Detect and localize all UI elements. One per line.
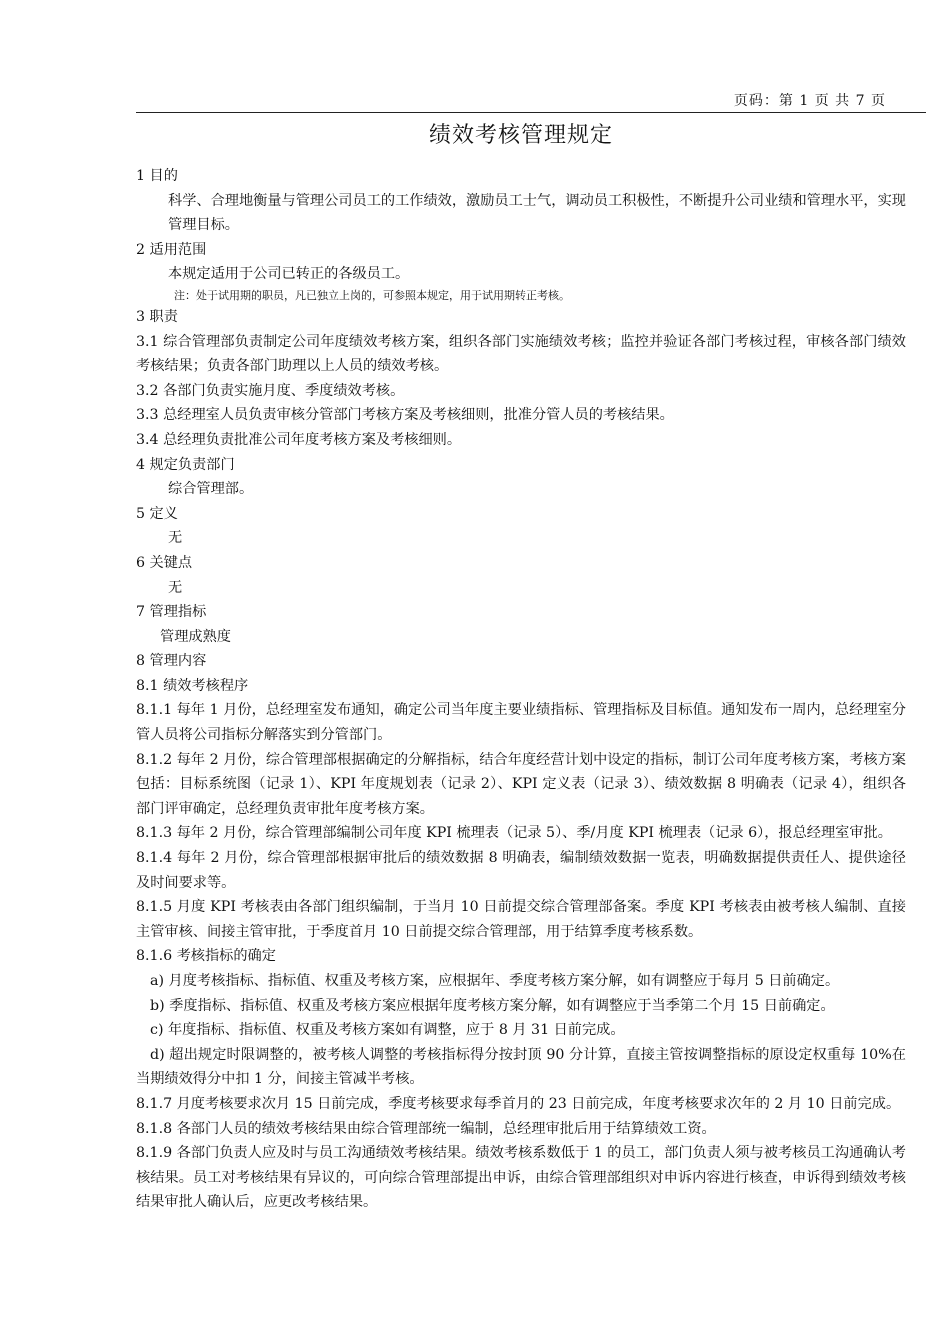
page-number: 页码：第 1 页 共 7 页: [733, 93, 886, 109]
paragraph-8-1-9: 8.1.9 各部门负责人应及时与员工沟通绩效考核结果。绩效考核系数低于 1 的员工，部门负责人须与被考核员工沟通确认考核结果。员工对考核结果有异议的，可向综合管理部提出申诉，由综合管理部组织对申诉内容进行核查，申诉得到绩效考核结果审批人确认后，应更改考核结果。: [136, 1145, 906, 1211]
paragraph-8-1-5: 8.1.5 月度 KPI 考核表由各部门组织编制，于当月 10 日前提交综合管理部备案。季度 KPI 考核表由被考核人编制、直接主管审核、间接主管审批，于季度首月 10 日前提交综合管理部，用于结算季度考核系数。: [136, 899, 906, 940]
section-heading-indicators: 7 管理指标: [136, 604, 207, 621]
paragraph-scope: 本规定适用于公司已转正的各级员工。: [168, 266, 410, 283]
page-header: [136, 90, 926, 113]
paragraph-3-3: 3.3 总经理室人员负责审核分管部门考核方案及考核细则，批准分管人员的考核结果。: [136, 407, 674, 424]
list-item-b: b) 季度指标、指标值、权重及考核方案应根据年度考核方案分解，如有调整应于当季第二个月 15 日前确定。: [150, 997, 835, 1014]
paragraph-key-points: 无: [168, 579, 183, 596]
document-body: [136, 164, 906, 1215]
paragraph-8-1-6: 8.1.6 考核指标的确定: [136, 948, 276, 965]
paragraph-8-1-3: 8.1.3 每年 2 月份，综合管理部编制公司年度 KPI 梳理表（记录 5）、季/月度 KPI 梳理表（记录 6），报总经理室审批。: [136, 825, 892, 842]
paragraph-8-1-2: 8.1.2 每年 2 月份，综合管理部根据确定的分解指标，结合年度经营计划中设定的指标，制订公司年度考核方案，考核方案包括：目标系统图（记录 1）、KPI 年度规划表（记录 2）、KPI 定义表（记录 3）、绩效数据 8 明确表（记录 4），组织各部门评审确定，总经理负责审批年度考核方案。: [136, 751, 906, 817]
paragraph-8-1-4: 8.1.4 每年 2 月份，综合管理部根据审批后的绩效数据 8 明确表，编制绩效数据一览表，明确数据提供责任人、提供途径及时间要求等。: [136, 850, 906, 891]
paragraph-8-1-1: 8.1.1 每年 1 月份，总经理室发布通知，确定公司当年度主要业绩指标、管理指标及目标值。通知发布一周内，总经理室分管人员将公司指标分解落实到分管部门。: [136, 702, 906, 744]
section-heading-content: 8 管理内容: [136, 653, 207, 670]
section-heading-department: 4 规定负责部门: [136, 456, 235, 473]
paragraph-purpose: 科学、合理地衡量与管理公司员工的工作绩效，激励员工士气，调动员工积极性，不断提升公司业绩和管理水平，实现管理目标。: [168, 192, 906, 234]
section-heading-scope: 2 适用范围: [136, 241, 207, 258]
section-heading-key-points: 6 关键点: [136, 554, 193, 571]
list-item-a: a) 月度考核指标、指标值、权重及考核方案，应根据年、季度考核方案分解，如有调整应于每月 5 日前确定。: [150, 973, 840, 989]
section-heading-purpose: 1 目的: [136, 168, 178, 184]
subsection-heading-8-1: 8.1 绩效考核程序: [136, 677, 249, 694]
paragraph-8-1-8: 8.1.8 各部门人员的绩效考核结果由综合管理部统一编制，总经理审批后用于结算绩效工资。: [136, 1120, 716, 1137]
paragraph-3-1: 3.1 综合管理部负责制定公司年度绩效考核方案，组织各部门实施绩效考核；监控并验证各部门考核过程，审核各部门绩效考核结果；负责各部门助理以上人员的绩效考核。: [136, 333, 906, 375]
paragraph-3-2: 3.2 各部门负责实施月度、季度绩效考核。: [136, 382, 405, 399]
paragraph-indicators: 管理成熟度: [160, 628, 231, 645]
list-item-c: c) 年度指标、指标值、权重及考核方案如有调整，应于 8 月 31 日前完成。: [150, 1022, 625, 1039]
list-item-d: d) 超出规定时限调整的，被考核人调整的考核指标得分按封顶 90 分计算，直接主管按调整指标的原设定权重每 10%在当期绩效得分中扣 1 分，间接主管减半考核。: [136, 1046, 906, 1088]
paragraph-8-1-7: 8.1.7 月度考核要求次月 15 日前完成，季度考核要求每季首月的 23 日前完成，年度考核要求次年的 2 月 10 日前完成。: [136, 1095, 901, 1112]
section-heading-definitions: 5 定义: [136, 505, 178, 522]
paragraph-department: 综合管理部。: [168, 481, 254, 498]
paragraph-3-4: 3.4 总经理负责批准公司年度考核方案及考核细则。: [136, 431, 462, 448]
scope-note: 注：处于试用期的职员，凡已独立上岗的，可参照本规定，用于试用期转正考核。: [174, 288, 570, 302]
paragraph-definitions: 无: [168, 530, 183, 547]
document-title: 绩效考核管理规定: [428, 123, 613, 148]
section-heading-responsibilities: 3 职责: [136, 308, 178, 325]
